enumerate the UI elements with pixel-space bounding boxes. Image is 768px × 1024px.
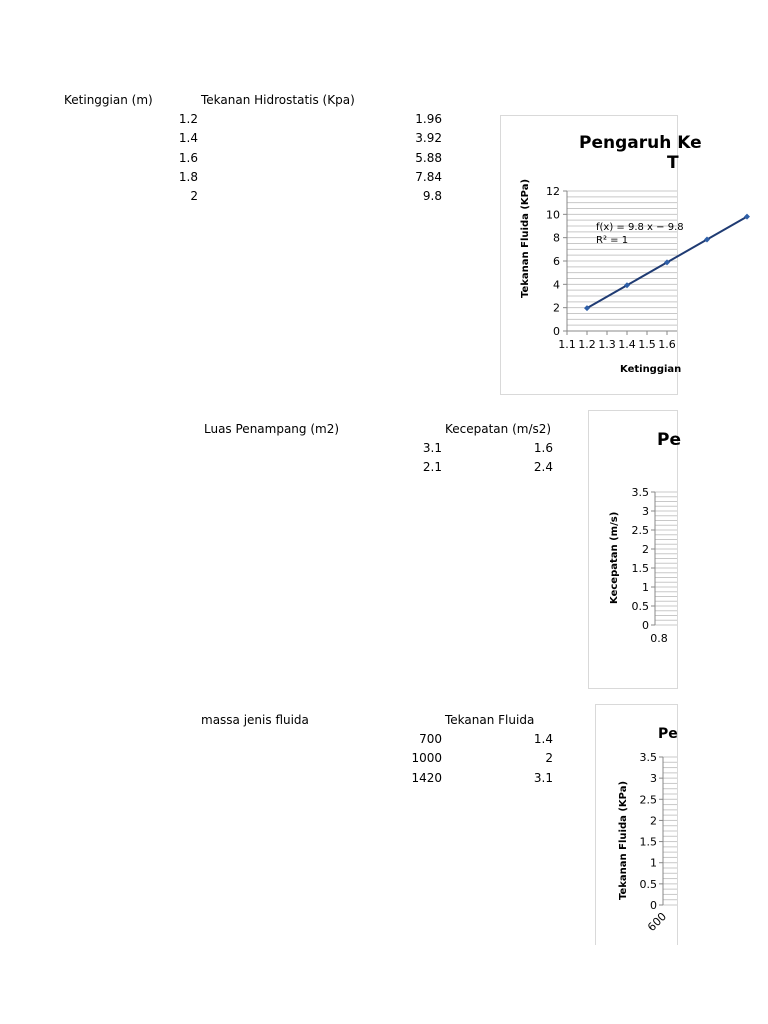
- chart1-y-tick-label: 0: [553, 325, 560, 338]
- table1-cell: 7.84: [415, 170, 442, 184]
- chart3-y-tick-label: 0.5: [639, 877, 657, 891]
- table1-header-pressure: Tekanan Hidrostatis (Kpa): [201, 93, 355, 107]
- chart1-x-tick-label: 1.3: [598, 338, 616, 351]
- chart1-trend-r2: R² = 1: [596, 235, 629, 246]
- table1-cell: 5.88: [415, 151, 442, 165]
- table1-cell: 3.92: [415, 131, 442, 145]
- chart3-y-tick-label: 2: [650, 814, 657, 828]
- chart1-y-tick-label: 12: [546, 185, 560, 198]
- table2-cell: 1.6: [533, 441, 553, 455]
- chart2-y-tick-label: 0: [642, 619, 649, 632]
- table3-cell: 1.4: [533, 732, 553, 746]
- chart2-y-tick-label: 1: [642, 581, 649, 594]
- chart1-trend-equation: f(x) = 9.8 x − 9.8: [596, 222, 684, 233]
- table1-cell: 1.6: [178, 151, 198, 165]
- table1-header-height: Ketinggian (m): [64, 93, 153, 107]
- chart3-y-tick-label: 3.5: [639, 751, 657, 764]
- table1-cell: 9.8: [422, 189, 442, 203]
- chart2-ylabel: Kecepatan (m/s): [609, 511, 620, 604]
- chart-area-vs-velocity: [588, 410, 681, 689]
- table3-cell: 2: [545, 751, 553, 765]
- chart3-ylabel: Tekanan Fluida (KPa): [618, 780, 629, 900]
- chart2-title: Pe: [657, 430, 681, 450]
- chart2-svg: [589, 411, 681, 688]
- chart3-y-tick-label: 0: [650, 899, 657, 912]
- chart-height-vs-pressure: [500, 115, 702, 395]
- chart3-x-tick-label: 600: [645, 909, 670, 934]
- table1-cell: 1.4: [178, 131, 198, 145]
- table1-cell: 1.2: [178, 112, 198, 126]
- chart2-y-tick-label: 2: [642, 543, 649, 556]
- table3-cell: 1000: [411, 751, 442, 765]
- chart1-svg: [501, 116, 702, 394]
- chart1-xlabel: Ketinggian: [620, 364, 682, 375]
- chart1-x-tick-label: 1.1: [558, 338, 576, 351]
- table2-cell: 3.1: [422, 441, 442, 455]
- table1-cell: 1.96: [415, 112, 442, 126]
- chart2-y-tick-label: 2.5: [631, 524, 649, 537]
- chart1-title-line2: T: [667, 153, 679, 173]
- table2-header-velocity: Kecepatan (m/s2): [445, 422, 552, 436]
- chart3-y-tick-label: 1: [650, 856, 657, 870]
- chart3-y-tick-label: 3: [650, 772, 657, 786]
- chart2-y-tick-label: 1.5: [631, 562, 649, 575]
- chart1-y-tick-label: 10: [546, 208, 560, 222]
- table2-header-area: Luas Penampang (m2): [204, 422, 340, 436]
- chart1-y-tick-label: 4: [553, 278, 560, 292]
- chart1-y-tick-label: 2: [553, 301, 560, 315]
- chart1-x-tick-label: 1.6: [658, 338, 676, 351]
- chart2-y-tick-label: 0.5: [631, 600, 649, 613]
- chart2-y-tick-label: 3.5: [631, 486, 649, 499]
- table1-cell: 2: [190, 189, 198, 203]
- chart3-y-tick-label: 1.5: [639, 835, 657, 849]
- chart2-x-tick-label: 0.8: [650, 632, 668, 645]
- table3-header-pressure: Tekanan Fluida: [445, 713, 535, 727]
- table1-cell: 1.8: [178, 170, 198, 184]
- chart1-x-tick-label: 1.5: [638, 338, 656, 351]
- table3-cell: 3.1: [533, 771, 553, 785]
- chart1-x-tick-label: 1.2: [578, 338, 596, 351]
- table2-cell: 2.4: [533, 460, 553, 474]
- table2-cell: 2.1: [422, 460, 442, 474]
- chart2-y-tick-label: 3: [642, 505, 649, 518]
- chart1-y-tick-label: 8: [553, 231, 560, 245]
- table3-cell: 700: [419, 732, 442, 746]
- table3-header-density: massa jenis fluida: [201, 713, 309, 727]
- chart3-svg: [596, 705, 677, 945]
- chart1-title: Pengaruh Ke: [579, 133, 702, 153]
- chart1-y-tick-label: 6: [553, 255, 560, 268]
- chart1-x-tick-label: 1.4: [618, 338, 636, 351]
- chart3-y-tick-label: 2.5: [639, 793, 657, 807]
- chart1-ylabel: Tekanan Fluida (KPa): [520, 178, 531, 298]
- chart3-title: Pe: [658, 726, 678, 742]
- chart-density-vs-pressure: [595, 704, 678, 945]
- table3-cell: 1420: [411, 771, 442, 785]
